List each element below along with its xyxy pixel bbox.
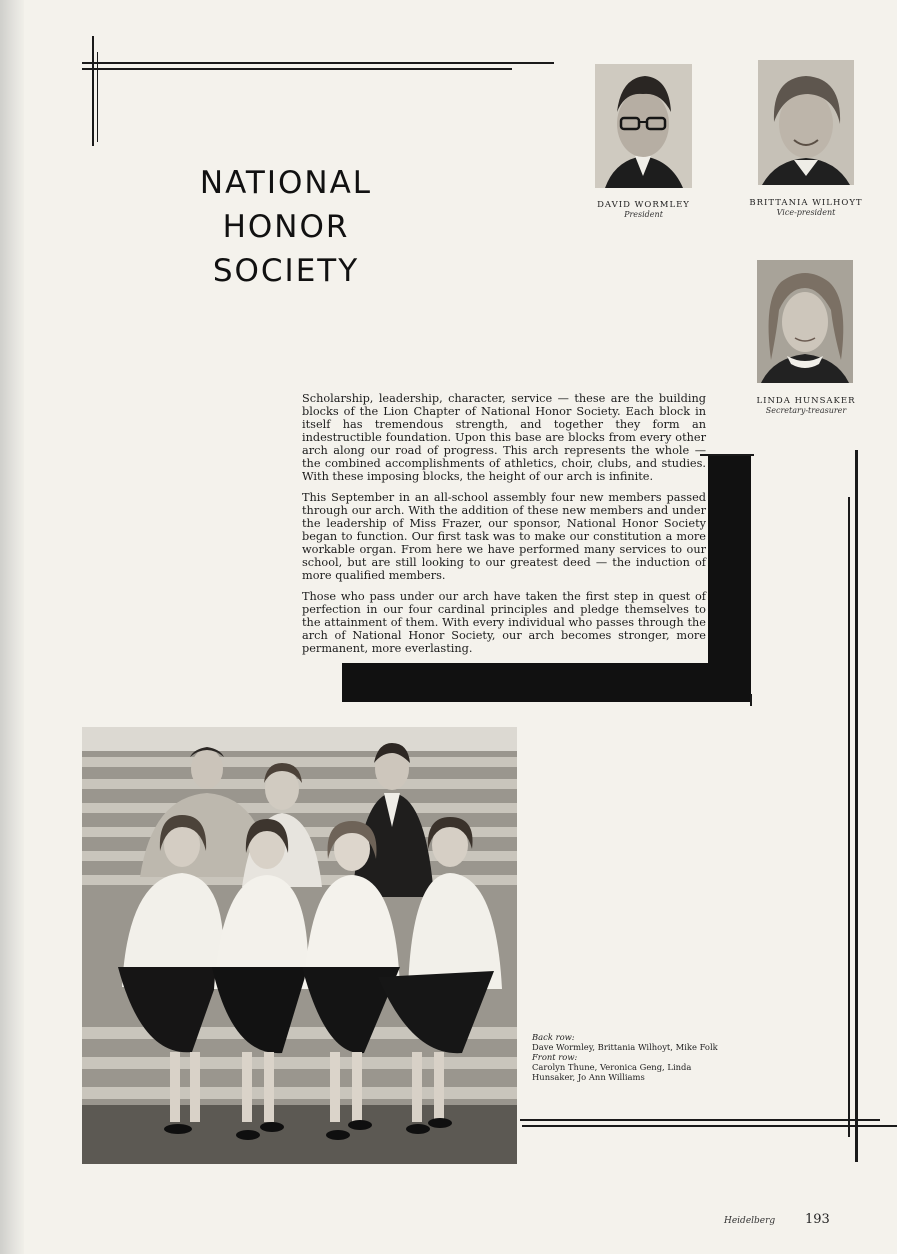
- body-paragraph-1: Scholarship, leadership, character, service — these are the building blocks of the Lion Chapter of National Honor Society. Each block in itself has tremendous strength, and together they form an indestructible foundation. Upon this base are blocks from every other arch along our road of progress. This arch represents the whole — the combined accomplishments of athletics, choir, clubs, and studies. With these imposing blocks, the height of our arch is infinite.: [302, 392, 706, 483]
- group-photo-caption: [532, 1032, 752, 1082]
- article-body: [302, 392, 706, 663]
- right-vertical-rule-1: [848, 497, 850, 1137]
- body-paragraph-3: Those who pass under our arch have taken the first step in quest of perfection in our four cardinal principles and pledge themselves to the attainment of them. With every individual who passes through the arch of National Honor Society, our arch becomes stronger, more permanent, more everlasting.: [302, 590, 706, 655]
- decorative-black-block-bottom: [342, 663, 751, 702]
- bottom-rule-2: [522, 1125, 897, 1127]
- page-title-line-2: HONOR: [222, 209, 350, 245]
- top-rule-2: [82, 68, 512, 70]
- caption-front-row-names: Carolyn Thune, Veronica Geng, Linda Hunsaker, Jo Ann Williams: [532, 1062, 692, 1082]
- page-title-line-3: SOCIETY: [212, 253, 360, 289]
- officer-role-secretary-treasurer: Secretary-treasurer: [765, 406, 847, 415]
- officer-name-president: DAVID WORMLEY: [597, 200, 690, 210]
- officer-name-vice-president: BRITTANIA WILHOYT: [749, 198, 863, 208]
- top-vertical-rule-1: [92, 36, 94, 146]
- officer-name-secretary-treasurer: LINDA HUNSAKER: [756, 396, 856, 406]
- page-title-line-1: NATIONAL: [199, 165, 373, 201]
- page-gutter: [0, 0, 24, 1254]
- right-vertical-rule-2: [855, 450, 858, 1162]
- footer-publication-name: Heidelberg: [724, 1216, 776, 1226]
- group-photo: [82, 727, 517, 1164]
- bottom-rule-1: [520, 1119, 880, 1121]
- caption-back-row-names: Dave Wormley, Brittania Wilhoyt, Mike Folk: [532, 1042, 718, 1052]
- body-paragraph-2: This September in an all-school assembly four new members passed through our arch. With the addition of these new members and under the leadership of Miss Frazer, our sponsor, National Honor Society began to function. Our first task was to make our constitution a more workable organ. From here we have performed many services to our school, but are still looking to our greatest deed — the induction of more qualified members.: [302, 491, 706, 582]
- footer-page-number: 193: [805, 1212, 830, 1227]
- officer-photo-vice-president: [758, 60, 854, 185]
- officer-photo-secretary-treasurer: [757, 260, 853, 383]
- officer-role-vice-president: Vice-president: [776, 208, 836, 217]
- caption-front-row-label: Front row:: [532, 1052, 578, 1062]
- block-bottom-tick: [750, 694, 752, 706]
- officer-role-president: President: [624, 210, 663, 219]
- top-vertical-rule-2: [97, 52, 98, 142]
- block-right-tick: [700, 454, 754, 456]
- caption-back-row-label: Back row:: [532, 1032, 575, 1042]
- officer-photo-president: [595, 64, 692, 188]
- top-rule-1: [82, 62, 554, 64]
